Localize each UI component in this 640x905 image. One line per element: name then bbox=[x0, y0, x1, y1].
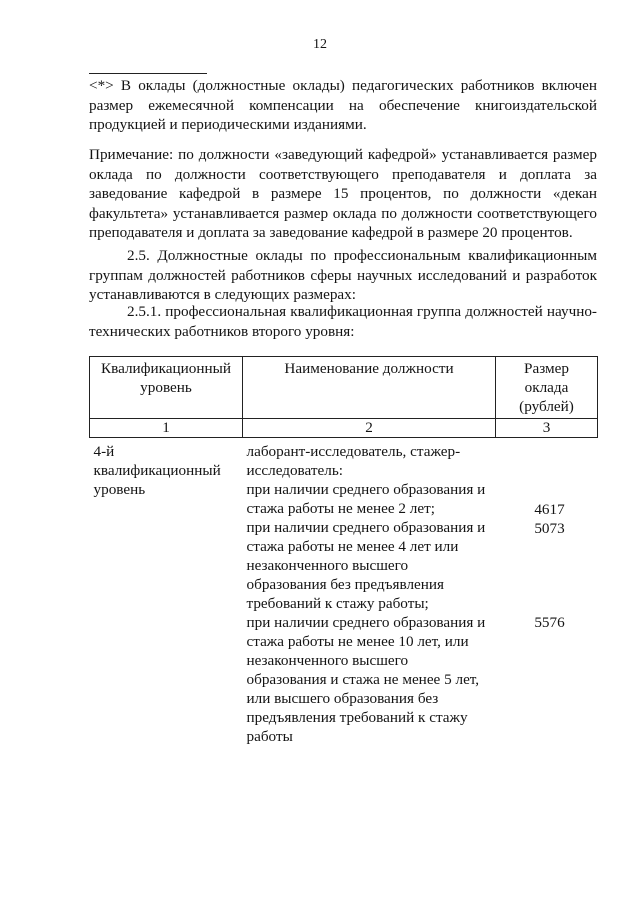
header-qualification-level: Квалификационный уровень bbox=[90, 357, 243, 419]
column-number-1: 1 bbox=[90, 419, 243, 438]
paragraph-2-5-1: 2.5.1. профессиональная квалификационная группа должностей научно-технических работников второго уровня: bbox=[89, 303, 597, 340]
salary-rate: 4617 bbox=[534, 500, 565, 518]
paragraph-2-5: 2.5. Должностные оклады по профессиональным квалификационным группам должностей работников сферы научных исследований и разработок устанавливаются в следующих размерах: bbox=[89, 247, 597, 303]
table-row bbox=[90, 438, 598, 747]
column-number-2: 2 bbox=[243, 419, 496, 438]
table-column-numbers-row bbox=[90, 419, 598, 438]
note-paragraph: Примечание: по должности «заведующий кафедрой» устанавливается размер оклада по должности соответствующего преподавателя и доплата за заведование кафедрой в размере 15 процентов, по должности «декан факультета» устанавливается размер оклада по должности соответствующего преподавателя и доплата за заведование кафедрой в размере 20 процентов. bbox=[89, 146, 597, 241]
salary-rate: 5073 bbox=[534, 519, 565, 537]
column-number-3: 3 bbox=[496, 419, 598, 438]
header-position-name: Наименование должности bbox=[243, 357, 496, 419]
position-title: лаборант-исследователь, стажер-исследователь: bbox=[246, 443, 461, 479]
salary-table bbox=[89, 356, 598, 746]
footnote-text: <*> В оклады (должностные оклады) педагогических работников включен размер ежемесячной компенсации на обеспечение книгоиздательской продукцией и периодическими изданиями. bbox=[89, 77, 597, 133]
table-header-row bbox=[90, 357, 598, 419]
rate-cell bbox=[496, 438, 598, 747]
condition-text: при наличии среднего образования и стажа работы не менее 2 лет; bbox=[246, 481, 486, 517]
condition-text: при наличии среднего образования и стажа работы не менее 10 лет, или незаконченного высшего образования и стажа не менее 5 лет, или высшего образования без предъявления требований к стажу работы bbox=[246, 614, 486, 745]
footnote-separator bbox=[89, 73, 207, 74]
header-salary-amount: Размер оклада (рублей) bbox=[496, 357, 598, 419]
position-cell bbox=[243, 438, 496, 747]
condition-text: при наличии среднего образования и стажа работы не менее 4 лет или незаконченного высшего образования без предъявления требований к стажу работы; bbox=[246, 519, 486, 612]
page-number: 12 bbox=[313, 37, 327, 52]
qualification-level-cell: 4-й квалификационный уровень bbox=[93, 443, 221, 498]
salary-rate: 5576 bbox=[534, 614, 565, 631]
